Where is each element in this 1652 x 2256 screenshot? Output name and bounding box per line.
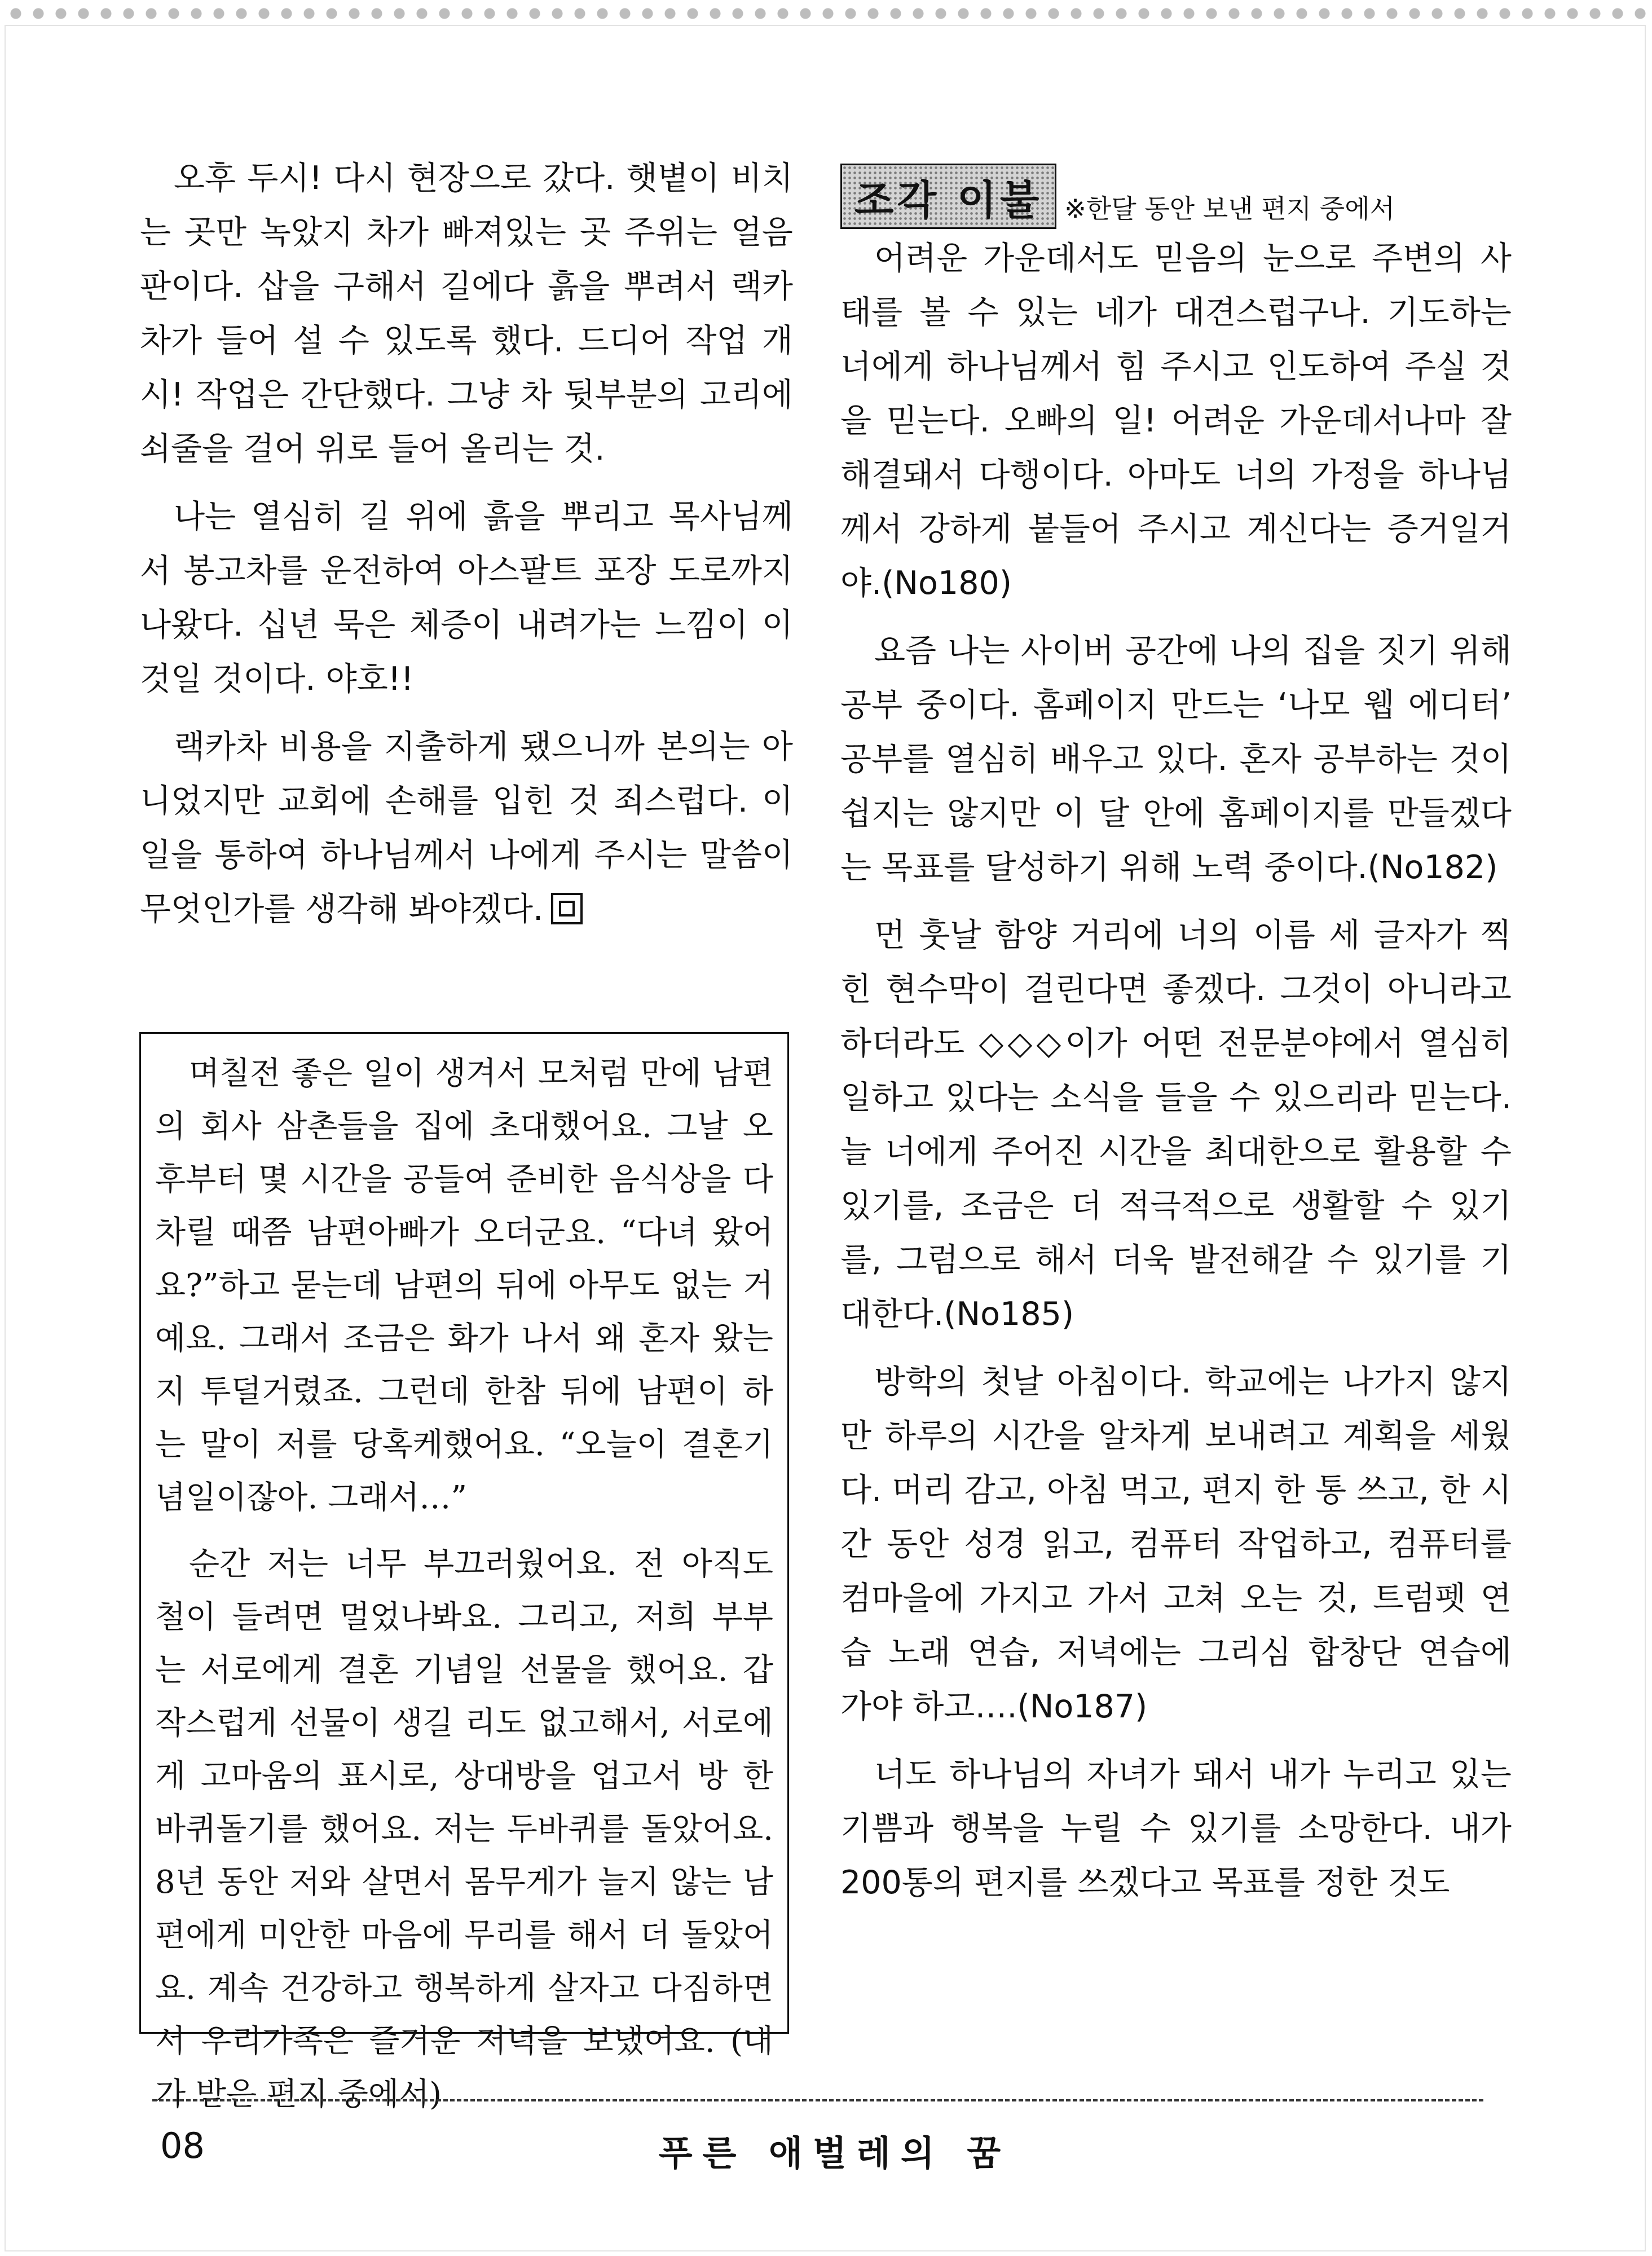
section-subheading: ※한달 동안 보낸 편지 중에서 (1064, 193, 1395, 224)
letter-paragraph-5: 너도 하나님의 자녀가 돼서 내가 누리고 있는 기쁨과 행복을 누릴 수 있기를 소망한다. 내가 200통의 편지를 쓰겠다고 목표를 정한 것도 (840, 1756, 1512, 1901)
article-paragraph-2: 나는 열심히 길 위에 흙을 뿌리고 목사님께서 봉고차를 운전하여 아스팔트 포장 도로까지 나왔다. 십년 묵은 체증이 내려가는 느낌이 이것일 것이다. 야호!! (140, 498, 793, 698)
box-paragraph-1: 며칠전 좋은 일이 생겨서 모처럼 만에 남편의 회사 삼촌들을 집에 초대했어요. 그날 오후부터 몇 시간을 공들여 준비한 음식상을 다 차릴 때쯤 남편아빠가 오더군요. “다녀 왔어요?”하고 묻는데 남편의 뒤에 아무도 없는 거예요. 그래서 조금은 화가 나서 왜 혼자 왔는지 투덜거렸죠. 그런데 한참 뒤에 남편이 하는 말이 저를 당혹케했어요. “오늘이 결혼기념일이잖아. 그래서…” (155, 1055, 773, 1516)
spiral-binding (0, 0, 1652, 27)
letter-paragraph-1: 어려운 가운데서도 믿음의 눈으로 주변의 사태를 볼 수 있는 네가 대견스럽구나. 기도하는 너에게 하나님께서 힘 주시고 인도하여 주실 것을 믿는다. 오빠의 일! 어려운 가운데서나마 잘 해결돼서 다행이다. 아마도 너의 가정을 하나님께서 강하게 붙들어 주시고 계신다는 증거일거야.(No180) (840, 240, 1512, 602)
article-paragraph-3 (140, 720, 793, 936)
footer-title: 푸른 애벌레의 꿈 (658, 2132, 1011, 2174)
section-heading: 조각 이불 (840, 164, 1056, 229)
end-mark-icon (551, 893, 583, 924)
letter-paragraph-4: 방학의 첫날 아침이다. 학교에는 나가지 않지만 하루의 시간을 알차게 보내려고 계획을 세웠다. 머리 감고, 아침 먹고, 편지 한 통 쓰고, 한 시간 동안 성경 읽고, 컴퓨터 작업하고, 컴퓨터를 컴마을에 가지고 가서 고쳐 오는 것, 트럼펫 연습 노래 연습, 저녁에는 그리심 합창단 연습에 가야 하고….(No187) (840, 1363, 1512, 1725)
letter-paragraph-3: 먼 훗날 함양 거리에 너의 이름 세 글자가 찍힌 현수막이 걸린다면 좋겠다. 그것이 아니라고 하더라도 ◇◇◇이가 어떤 전문분야에서 열심히 일하고 있다는 소식을 들을 수 있으리라 믿는다. 늘 너에게 주어진 시간을 최대한으로 활용할 수 있기를, 조금은 더 적극적으로 생활할 수 있기를, 그럼으로 해서 더욱 발전해갈 수 있기를 기대한다.(No185) (840, 916, 1512, 1333)
page-number: 08 (160, 2125, 205, 2166)
letter-paragraph-2: 요즘 나는 사이버 공간에 나의 집을 짓기 위해 공부 중이다. 홈페이지 만드는 ‘나모 웹 에디터’ 공부를 열심히 배우고 있다. 혼자 공부하는 것이 쉽지는 않지만 이 달 안에 홈페이지를 만들겠다는 목표를 달성하기 위해 노력 중이다.(No182) (840, 632, 1512, 886)
article-paragraph-1: 오후 두시! 다시 현장으로 갔다. 햇볕이 비치는 곳만 녹았지 차가 빠져있는 곳 주위는 얼음판이다. 삽을 구해서 길에다 흙을 뿌려서 랙카차가 들어 설 수 있도록 했다. 드디어 작업 개시! 작업은 간단했다. 그냥 차 뒷부분의 고리에 쇠줄을 걸어 위로 들어 올리는 것. (140, 160, 793, 468)
article-column (140, 151, 793, 950)
letters-column (840, 164, 1512, 1923)
box-paragraph-2: 순간 저는 너무 부끄러웠어요. 전 아직도 철이 들려면 멀었나봐요. 그리고, 저희 부부는 서로에게 결혼 기념일 선물을 했어요. 갑작스럽게 선물이 생길 리도 없고해서, 서로에게 고마움의 표시로, 상대방을 업고서 방 한바퀴돌기를 했어요. 저는 두바퀴를 돌았어요. 8년 동안 저와 살면서 몸무게가 늘지 않는 남편에게 미안한 마음에 무리를 해서 더 돌았어요. 계속 건강하고 행복하게 살자고 다짐하면서 우리가족은 즐거운 저녁을 보냈어요. (내가 받은 편지 중에서) (155, 1546, 773, 2113)
section-header (840, 164, 1512, 229)
article-paragraph-3-text: 랙카차 비용을 지출하게 됐으니까 본의는 아니었지만 교회에 손해를 입힌 것 죄스럽다. 이 일을 통하여 하나님께서 나에게 주시는 말씀이 무엇인가를 생각해 봐야겠다. (140, 728, 793, 928)
footer-divider (152, 2099, 1483, 2101)
letter-box (139, 1032, 789, 2113)
